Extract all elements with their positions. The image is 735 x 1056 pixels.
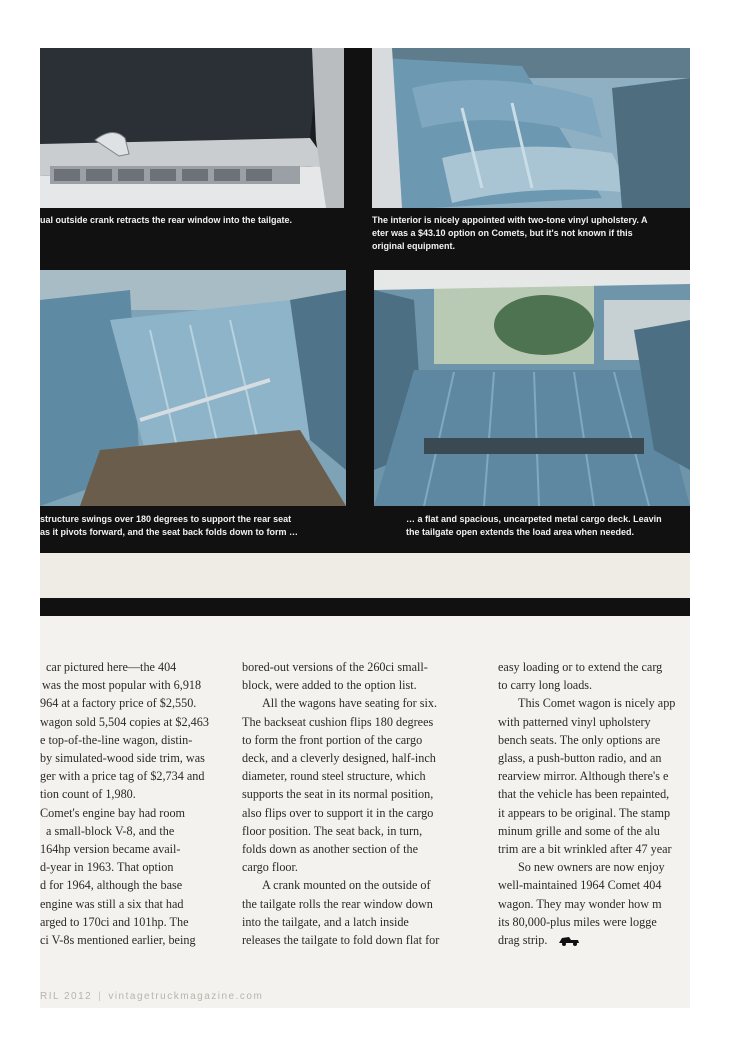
text-line: the tailgate rolls the rear window down [242, 896, 433, 911]
text-line: well-maintained 1964 Comet 404 [498, 878, 662, 893]
text-line: ci V-8s mentioned earlier, being [40, 933, 196, 948]
caption-top-left: ual outside crank retracts the rear window into the tailgate. [40, 215, 293, 225]
text-line: a small-block V-8, and the [46, 823, 175, 838]
text-column-middle [242, 658, 480, 949]
text-line: releases the tailgate to fold down flat for [242, 933, 440, 948]
text-column-left [40, 658, 228, 949]
truck-end-mark-icon [558, 935, 580, 946]
text-line: So new owners are now enjoy [518, 860, 665, 875]
text-line: into the tailgate, and a latch inside [242, 914, 409, 929]
text-line: by simulated-wood side trim, was [40, 751, 205, 766]
text-line: was the most popular with 6,918 [42, 678, 202, 693]
text-line: bench seats. The only options are [498, 732, 661, 747]
text-line: diameter, round steel structure, which [242, 769, 426, 784]
text-line: tion count of 1,980. [40, 787, 136, 802]
page-footer [40, 991, 263, 1002]
text-line: A crank mounted on the outside of [262, 878, 431, 893]
text-line: e top-of-the-line wagon, distin- [40, 732, 193, 747]
text-line: floor position. The seat back, in turn, [242, 823, 423, 838]
text-line: 164hp version became avail- [40, 842, 181, 857]
text-line-end: drag strip. [498, 933, 548, 948]
text-line: block, were added to the option list. [242, 678, 417, 693]
text-line: minum grille and some of the alu [498, 823, 660, 838]
text-line: its 80,000-plus miles were logge [498, 914, 657, 929]
text-line: folds down as another section of the [242, 842, 418, 857]
band-gap-strip [40, 553, 690, 599]
text-line: All the wagons have seating for six. [262, 696, 437, 711]
text-line: to carry long loads. [498, 678, 593, 693]
text-column-right [498, 658, 690, 949]
text-line: d-year in 1963. That option [40, 860, 174, 875]
photo-cargo-deck [374, 270, 690, 506]
text-line: cargo floor. [242, 860, 298, 875]
photo-seat-structure [40, 270, 346, 506]
text-line: d for 1964, although the base [40, 878, 183, 893]
text-line-last [498, 931, 690, 949]
text-line: Comet's engine bay had room [40, 805, 186, 820]
caption-bottom-right: … a flat and spacious, uncarpeted metal cargo deck. Leavin the tailgate open extends the load area when needed. [406, 514, 662, 537]
text-line: to form the front portion of the cargo [242, 732, 423, 747]
text-line: The backseat cushion flips 180 degrees [242, 714, 434, 729]
text-line: wagon sold 5,504 copies at $2,463 [40, 714, 209, 729]
footer-separator: | [98, 991, 103, 1002]
caption-bottom-left: structure swings over 180 degrees to support the rear seat as it pivots forward, and the seat back folds down to form … [40, 514, 299, 537]
text-line: with patterned vinyl upholstery [498, 714, 651, 729]
photo-rear-window-crank [40, 48, 344, 208]
text-line: This Comet wagon is nicely app [518, 696, 676, 711]
text-line: arged to 170ci and 101hp. The [40, 914, 189, 929]
caption-top-right: The interior is nicely appointed with two-tone vinyl upholstery. A eter was a $43.10 option on Comets, but it's not known if this original equipment. [372, 215, 648, 251]
text-line: it appears to be original. The stamp [498, 805, 671, 820]
text-line: engine was still a six that had [40, 896, 184, 911]
text-line: rearview mirror. Although there's e [498, 769, 669, 784]
text-line: glass, a push-button radio, and an [498, 751, 662, 766]
text-line: deck, and a cleverly designed, half-inch [242, 751, 436, 766]
magazine-page [40, 48, 690, 1008]
text-line: easy loading or to extend the carg [498, 660, 663, 674]
text-line: wagon. They may wonder how m [498, 896, 662, 911]
footer-site: vintagetruckmagazine.com [108, 991, 264, 1002]
text-line: ger with a price tag of $2,734 and [40, 769, 205, 784]
text-line: also flips over to support it in the cargo [242, 805, 434, 820]
text-line: 964 at a factory price of $2,550. [40, 696, 197, 711]
footer-issue: RIL 2012 [40, 991, 93, 1002]
black-rule-bar [40, 598, 690, 616]
text-line: trim are a bit wrinkled after 47 year [498, 842, 672, 857]
photo-interior-upholstery [372, 48, 690, 208]
text-line: car pictured here—the 404 [46, 660, 177, 674]
text-line: bored-out versions of the 260ci small- [242, 660, 428, 674]
text-line: that the vehicle has been repainted, [498, 787, 670, 802]
text-line: supports the seat in its normal position, [242, 787, 434, 802]
